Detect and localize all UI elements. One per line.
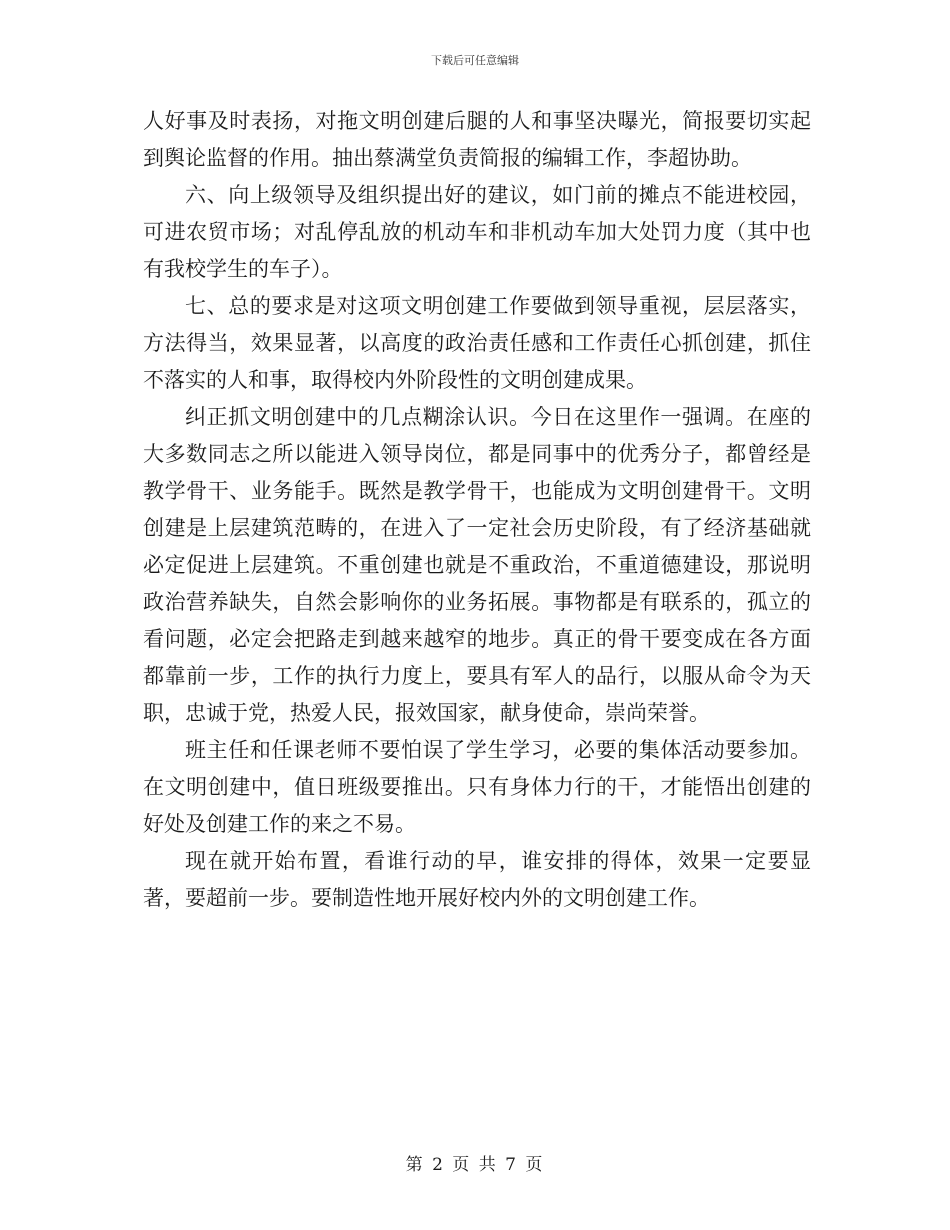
page-number-footer <box>0 1154 950 1176</box>
paragraph-3: 七、总的要求是对这项文明创建工作要做到领导重视，层层落实，方法得当，效果显著，以高度的政治责任感和工作责任心抓创建，抓住不落实的人和事，取得校内外阶段性的文明创建成果。 <box>143 294 811 392</box>
page-prefix: 第 <box>405 1155 425 1175</box>
paragraph-5: 班主任和任课老师不要怕误了学生学习，必要的集体活动要参加。在文明创建中，值日班级要推出。只有身体力行的干，才能悟出创建的好处及创建工作的来之不易。 <box>143 738 811 836</box>
page-total: 7 <box>505 1155 518 1175</box>
page-suffix: 页 <box>525 1155 545 1175</box>
document-body <box>143 103 811 917</box>
paragraph-1: 人好事及时表扬，对拖文明创建后腿的人和事坚决曝光，简报要切实起到舆论监督的作用。抽出蔡满堂负责简报的编辑工作，李超协助。 <box>143 109 811 170</box>
paragraph-4: 纠正抓文明创建中的几点糊涂认识。今日在这里作一强调。在座的大多数同志之所以能进入领导岗位，都是同事中的优秀分子，都曾经是教学骨干、业务能手。既然是教学骨干，也能成为文明创建骨干。文明创建是上层建筑范畴的，在进入了一定社会历史阶段，有了经济基础就必定促进上层建筑。不重创建也就是不重政治，不重道德建设，那说明政治营养缺失，自然会影响你的业务拓展。事物都是有联系的，孤立的看问题，必定会把路走到越来越窄的地步。真正的骨干要变成在各方面都靠前一步，工作的执行力度上，要具有军人的品行，以服从命令为天职，忠诚于党，热爱人民，报效国家，献身使命，崇尚荣誉。 <box>143 405 811 725</box>
page-middle: 页 共 <box>452 1155 498 1175</box>
page-current: 2 <box>432 1155 445 1175</box>
paragraph-2: 六、向上级领导及组织提出好的建议，如门前的摊点不能进校园，可进农贸市场；对乱停乱放的机动车和非机动车加大处罚力度（其中也有我校学生的车子）。 <box>143 183 811 281</box>
page-header-note: 下载后可任意编辑 <box>431 54 519 67</box>
paragraph-6: 现在就开始布置，看谁行动的早，谁安排的得体，效果一定要显著，要超前一步。要制造性地开展好校内外的文明创建工作。 <box>143 849 811 910</box>
